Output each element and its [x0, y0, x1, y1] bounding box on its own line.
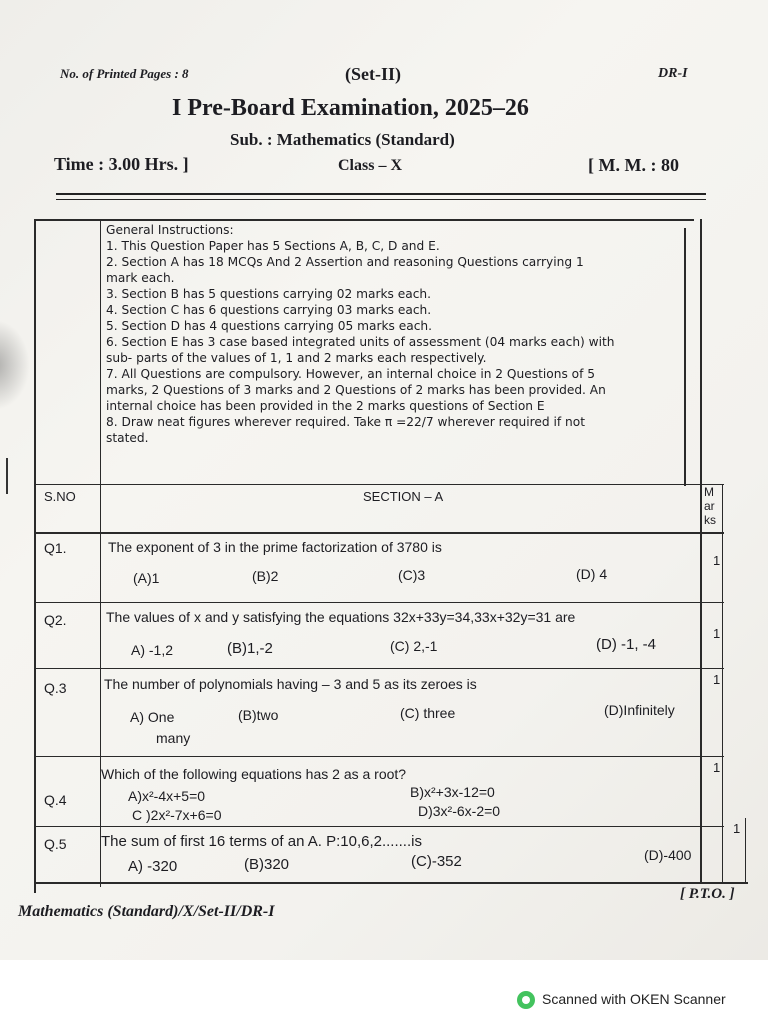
option-c: (C) 2,-1 [390, 638, 438, 654]
row-line-header [36, 484, 724, 485]
question-marks: 1 [713, 760, 721, 775]
margin-mark [6, 458, 8, 494]
instruction-line: 6. Section E has 3 case based integrated units of assessment (04 marks each) with [106, 335, 615, 349]
option-c: (C)3 [398, 567, 426, 583]
printed-pages: No. of Printed Pages : 8 [60, 66, 189, 81]
option-d: (D)-400 [644, 847, 692, 863]
set-label: (Set-II) [345, 64, 401, 84]
instruction-line: sub- parts of the values of 1, 1 and 2 marks each respectively. [106, 351, 487, 365]
instruction-line: 5. Section D has 4 questions carrying 05 marks each. [106, 319, 433, 333]
instruction-line: 7. All Questions are compulsory. However, an internal choice in 2 Questions of 5 [106, 367, 596, 381]
header-rule-bottom [56, 199, 706, 200]
row-line-q2 [36, 602, 724, 603]
instruction-line: mark each. [106, 271, 175, 285]
option-c: (C) three [400, 705, 456, 721]
option-d: (D)Infinitely [604, 702, 675, 718]
table-border-left [34, 219, 36, 893]
table-inner-right [684, 228, 686, 486]
question-text: The exponent of 3 in the prime factorization of 3780 is [108, 539, 442, 555]
question-marks: 1 [713, 553, 721, 568]
footer-subject-code: Mathematics (Standard)/X/Set-II/DR-I [18, 903, 275, 920]
question-number: Q.3 [44, 680, 67, 696]
option-b: (B)2 [252, 568, 279, 584]
question-number: Q.5 [44, 836, 67, 852]
footer-pto: [ P.T.O. ] [680, 886, 735, 902]
question-number: Q2. [44, 612, 67, 628]
max-marks: [ M. M. : 80 [588, 155, 679, 175]
option-b: (B)320 [244, 856, 290, 873]
option-a: (A)1 [133, 570, 160, 586]
instruction-line: 8. Draw neat figures wherever required. Take π =22/7 wherever required if not [106, 415, 586, 429]
option-c: (C)-352 [411, 853, 462, 870]
instructions-block [106, 222, 684, 446]
option-d: D)3x²-6x-2=0 [418, 803, 501, 819]
question-text: The number of polynomials having – 3 and 5 as its zeroes is [104, 676, 477, 692]
instruction-line: stated. [106, 431, 149, 445]
paper-code: DR-I [658, 66, 688, 81]
instructions-title: General Instructions: [106, 223, 234, 237]
instruction-line: marks, 2 Questions of 3 marks and 2 Questions of 2 marks has been provided. An [106, 383, 606, 397]
option-a: A)x²-4x+5=0 [128, 788, 206, 804]
exam-title: I Pre-Board Examination, 2025–26 [172, 95, 529, 121]
table-border-top [36, 219, 694, 221]
table-divider-marks [700, 219, 702, 883]
scan-shadow [0, 320, 30, 410]
question-text: The values of x and y satisfying the equations 32x+33y=34,33x+32y=31 are [106, 609, 576, 625]
option-a: A) -320 [128, 858, 178, 875]
instruction-line: 1. This Question Paper has 5 Sections A, B, C, D and E. [106, 239, 440, 253]
scanner-label: Scanned with OKEN Scanner [542, 991, 726, 1007]
section-a-header: SECTION – A [363, 489, 444, 504]
instruction-line: 3. Section B has 5 questions carrying 02 marks each. [106, 287, 432, 301]
row-line-q4 [36, 756, 724, 757]
scanner-logo-icon [517, 991, 535, 1009]
time-allowed: Time : 3.00 Hrs. ] [54, 154, 189, 174]
option-c: C )2x²-7x+6=0 [132, 807, 222, 823]
question-marks: 1 [713, 672, 721, 687]
option-b: (B)1,-2 [227, 640, 273, 657]
question-marks: 1 [713, 626, 721, 641]
option-b: (B)two [238, 707, 279, 723]
instruction-line: 2. Section A has 18 MCQs And 2 Assertion and reasoning Questions carrying 1 [106, 255, 584, 269]
option-a: A) One [130, 709, 175, 725]
option-d: (D) -1, -4 [596, 636, 656, 653]
row-line-q1 [36, 532, 724, 534]
question-marks: 1 [733, 821, 741, 836]
row-line-q5 [36, 826, 724, 827]
subject-line: Sub. : Mathematics (Standard) [230, 130, 455, 149]
table-border-bottom [36, 882, 748, 884]
instruction-line: internal choice has been provided in the 2 marks questions of Section E [106, 399, 545, 413]
question-text: The sum of first 16 terms of an A. P:10,6,2.......is [101, 833, 422, 850]
table-border-right-lower [745, 818, 746, 884]
table-border-right [722, 484, 723, 884]
row-line-q3 [36, 668, 724, 669]
option-a: A) -1,2 [131, 642, 174, 658]
marks-header: M ar ks [704, 485, 716, 527]
sno-header: S.NO [44, 489, 76, 504]
instruction-line: 4. Section C has 6 questions carrying 03 marks each. [106, 303, 432, 317]
question-number: Q.4 [44, 792, 67, 808]
class-label: Class – X [338, 157, 403, 174]
option-d: (D) 4 [576, 566, 608, 582]
question-text: Which of the following equations has 2 as a root? [101, 766, 407, 782]
table-divider-sno [100, 219, 101, 887]
question-number: Q1. [44, 540, 67, 556]
option-a-continued: many [156, 730, 191, 746]
header-rule-top [56, 193, 706, 195]
option-b: B)x²+3x-12=0 [410, 784, 495, 800]
